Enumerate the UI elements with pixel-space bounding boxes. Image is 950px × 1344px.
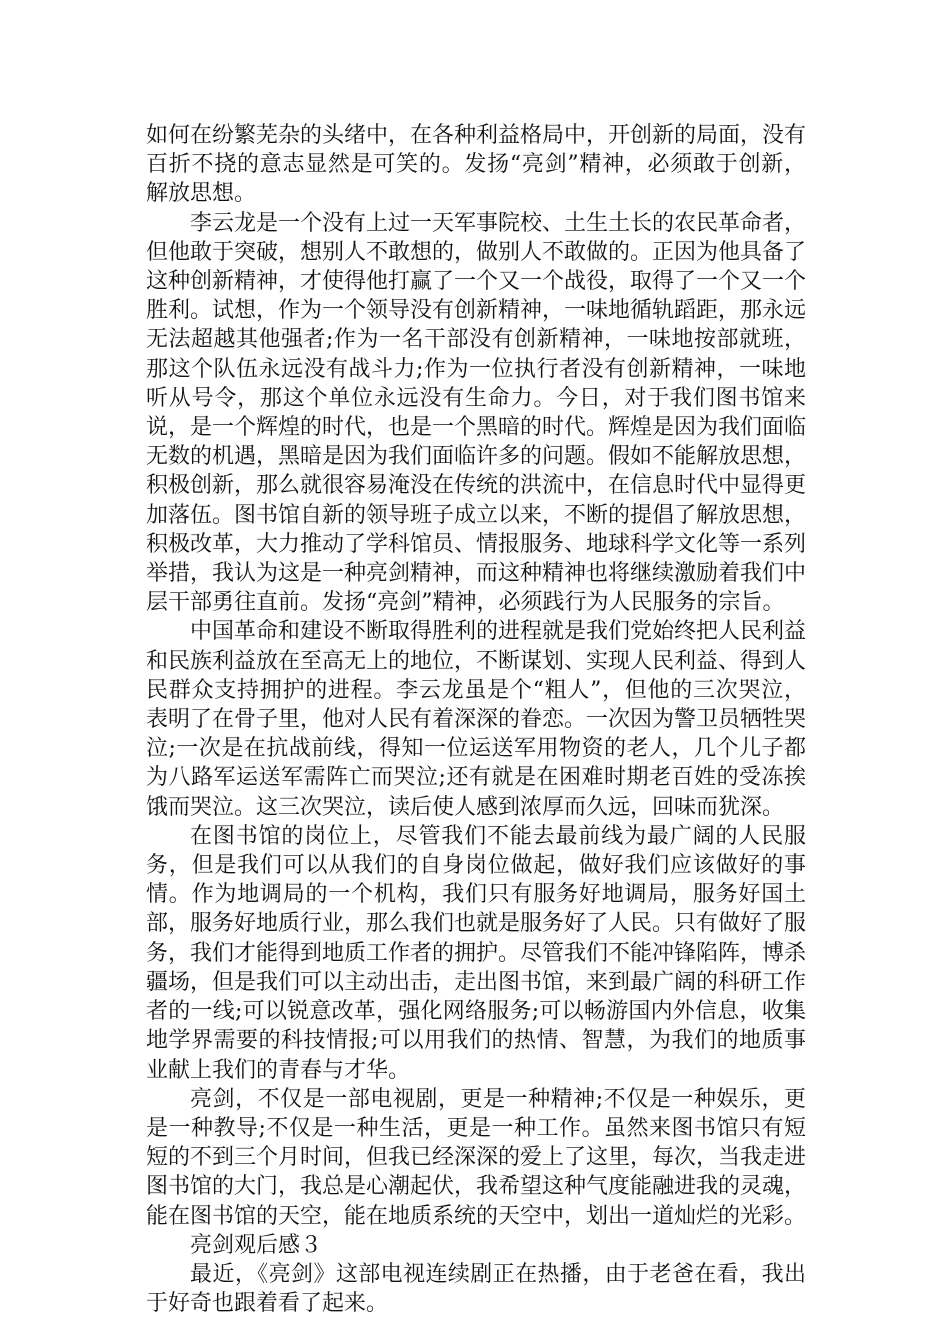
paragraph-2: 李云龙是一个没有上过一天军事院校、土生土长的农民革命者，但他敢于突破，想别人不敢想的，做别人不敢做的。正因为他具备了这种创新精神，才使得他打赢了一个又一个战役，取得了一个又一个胜利。试想，作为一个领导没有创新精神，一味地循轨蹈距，那永远无法超越其他强者;作为一名干部没有创新精神，一味地按部就班，那这个队伍永远没有战斗力;作为一位执行者没有创新精神，一味地听从号令，那这个单位永远没有生命力。今日，对于我们图书馆来说，是一个辉煌的时代，也是一个黑暗的时代。辉煌是因为我们面临无数的机遇，黑暗是因为我们面临许多的问题。假如不能解放思想，积极创新，那么就很容易淹没在传统的洪流中，在信息时代中显得更加落伍。图书馆自新的领导班子成立以来，不断的提倡了解放思想，积极改革，大力推动了学科馆员、情报服务、地球科学文化等一系列举措，我认为这是一种亮剑精神，而这种精神也将继续激励着我们中层干部勇往直前。发扬“亮剑”精神，必须践行为人民服务的宗旨。 (146, 210, 807, 616)
paragraph-3: 中国革命和建设不断取得胜利的进程就是我们党始终把人民利益和民族利益放在至高无上的地位，不断谋划、实现人民利益、得到人民群众支持拥护的进程。李云龙虽是个“粗人”，但他的三次哭泣，表明了在骨子里，他对人民有着深深的眷恋。一次因为警卫员牺牲哭泣;一次是在抗战前线，得知一位运送军用物资的老人，几个儿子都为八路军运送军需阵亡而哭泣;还有就是在困难时期老百姓的受冻挨饿而哭泣。这三次哭泣，读后使人感到浓厚而久远，回味而犹深。 (146, 619, 807, 820)
paragraph-4: 在图书馆的岗位上，尽管我们不能去最前线为最广阔的人民服务，但是我们可以从我们的自身岗位做起，做好我们应该做好的事情。作为地调局的一个机构，我们只有服务好地调局，服务好国土部，服务好地质行业，那么我们也就是服务好了人民。只有做好了服务，我们才能得到地质工作者的拥护。尽管我们不能冲锋陷阵，博杀疆场，但是我们可以主动出击，走出图书馆，来到最广阔的科研工作者的一线;可以锐意改革，强化网络服务;可以畅游国内外信息，收集地学界需要的科技情报;可以用我们的热情、智慧，为我们的地质事业献上我们的青春与才华。 (146, 823, 807, 1083)
paragraph-1: 如何在纷繁芜杂的头绪中，在各种利益格局中，开创新的局面，没有百折不挠的意志显然是可笑的。发扬“亮剑”精神，必须敢于创新，解放思想。 (146, 123, 807, 207)
document-page (146, 121, 806, 1318)
paragraph-6: 最近，《亮剑》这部电视连续剧正在热播，由于老爸在看，我出于好奇也跟着看了起来。 (146, 1261, 806, 1317)
paragraph-5: 亮剑，不仅是一部电视剧，更是一种精神;不仅是一种娱乐，更是一种教导;不仅是一种生活，更是一种工作。虽然来图书馆只有短短的不到三个月时间，但我已经深深的爱上了这里，每次，当我走进图书馆的大门，我总是心潮起伏，我希望这种气度能融进我的灵魂，能在图书馆的天空，能在地质系统的天空中，划出一道灿烂的光彩。 (146, 1086, 807, 1229)
section-heading: 亮剑观后感３ (190, 1232, 323, 1258)
